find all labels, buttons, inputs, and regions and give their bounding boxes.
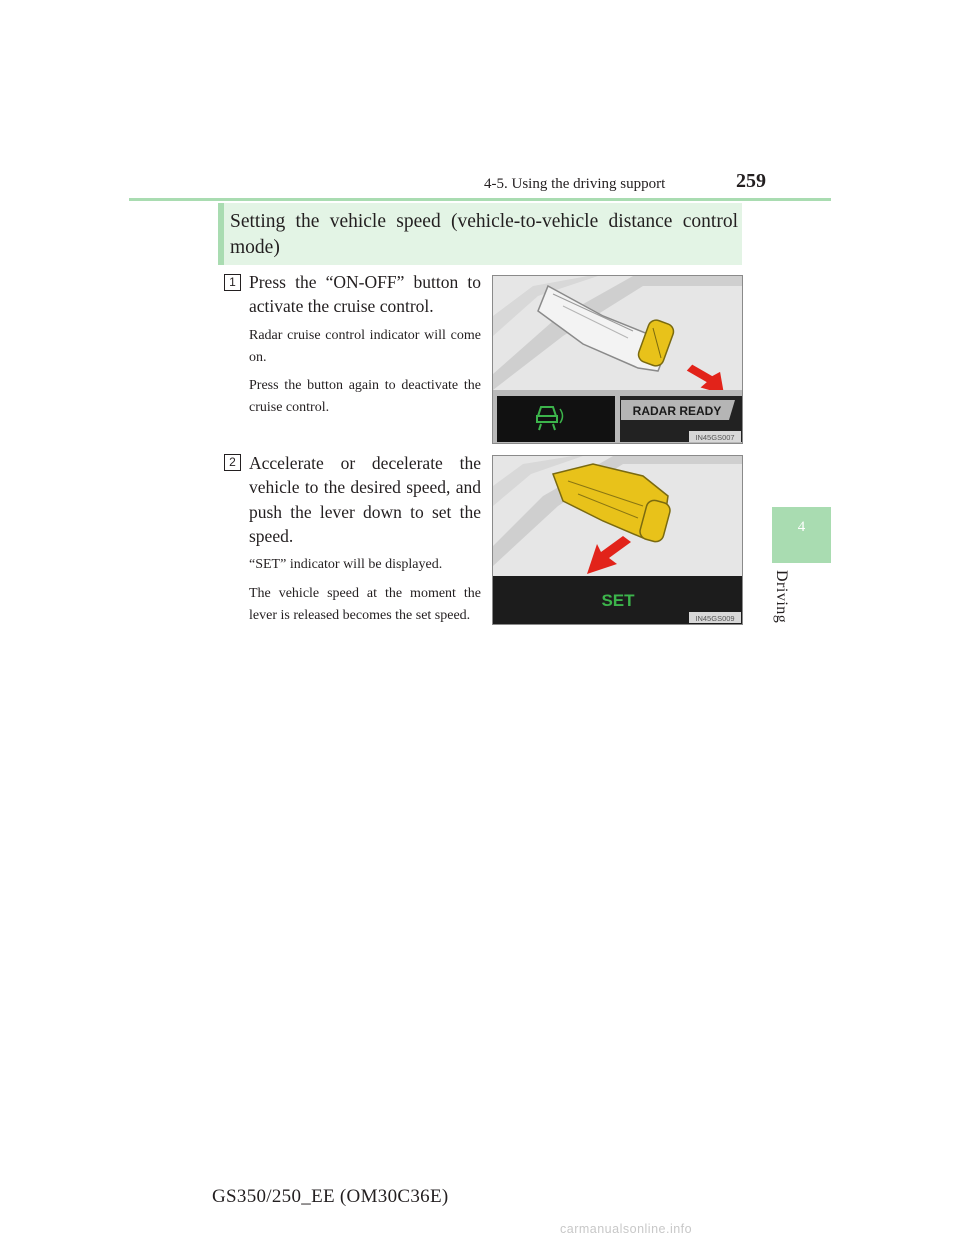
display-radar-ready: RADAR READY [632, 404, 722, 418]
model-code: GS350/250_EE (OM30C36E) [212, 1186, 449, 1207]
figure-step-2 [492, 455, 743, 625]
step-2-instruction: Accelerate or decelerate the vehicle to the desired speed, and push the lever down to set the speed. [249, 453, 481, 546]
chapter-tab-label [772, 570, 800, 630]
section-title: 4-5. Using the driving support [484, 176, 666, 192]
figure-step-1 [492, 275, 743, 444]
chapter-number: 4 [797, 519, 806, 535]
header-rule [129, 198, 831, 201]
step-1-instruction: Press the “ON-OFF” button to activate the cruise control. [249, 272, 481, 317]
section-heading: Setting the vehicle speed (vehicle-to-vehicle distance control mode) [230, 211, 738, 258]
chapter-label: Driving [773, 570, 790, 624]
page-number: 259 [736, 170, 766, 192]
step-number-1: 1 [224, 274, 241, 291]
step-number-2: 2 [224, 454, 241, 471]
figure-code-1: IN45GS007 [695, 433, 735, 442]
step-1-note-1: Radar cruise control indicator will come on. [249, 328, 481, 365]
step-1-note-2: Press the button again to deactivate the cruise control. [249, 378, 481, 415]
step-2-note-1: “SET” indicator will be displayed. [249, 557, 443, 572]
watermark: carmanualsonline.info [560, 1222, 693, 1236]
chapter-tab [772, 507, 831, 563]
step-2-note-2: The vehicle speed at the moment the lever is released becomes the set speed. [249, 586, 481, 623]
figure-code-2: IN45GS009 [695, 614, 735, 623]
display-set: SET [601, 591, 635, 610]
